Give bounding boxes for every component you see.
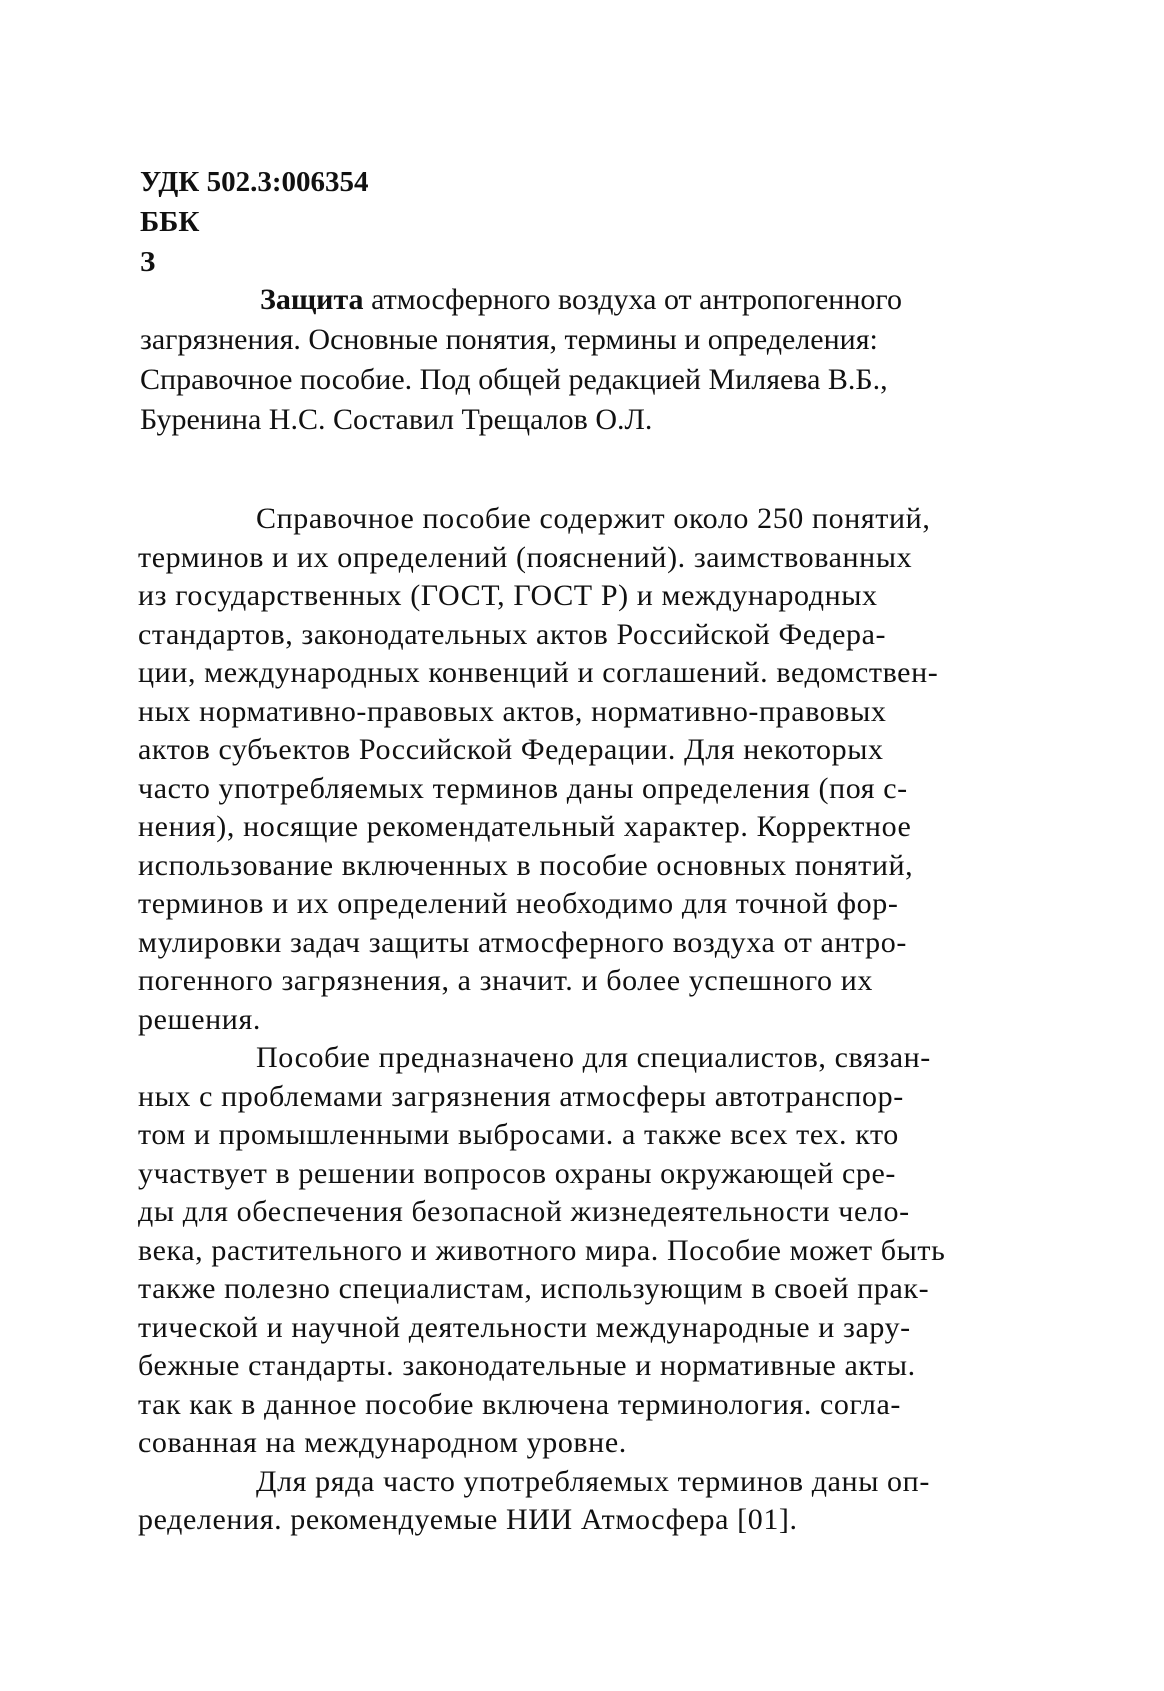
abstract-line: Справочное пособие содержит около 250 понятий, bbox=[256, 502, 931, 535]
biblio-title-word: Защита bbox=[260, 283, 364, 316]
abstract-line: бежные стандарты. законодательные и нормативные акты. bbox=[138, 1349, 916, 1382]
bbk-code: ББК bbox=[140, 206, 200, 238]
biblio-line: Справочное пособие. Под общей редакцией Миляева В.Б., bbox=[140, 363, 888, 396]
abstract-line: ных нормативно-правовых актов, нормативно-правовых bbox=[138, 694, 887, 728]
abstract-line: века, растительного и животного мира. Пособие может быть bbox=[138, 1233, 946, 1267]
biblio-line: Буренина Н.С. Составил Трещалов О.Л. bbox=[140, 403, 653, 436]
abstract-line: решения. bbox=[138, 1002, 261, 1036]
abstract-line: погенного загрязнения, а значит. и более успешного их bbox=[138, 964, 873, 997]
abstract-line: также полезно специалистам, использующим в своей прак- bbox=[138, 1272, 930, 1305]
abstract-line: участвует в решении вопросов охраны окружающей сре- bbox=[138, 1156, 897, 1190]
abstract-line: нения), носящие рекомендательный характер. Корректное bbox=[138, 810, 912, 843]
abstract-line: мулировки задач защиты атмосферного воздуха от антро- bbox=[138, 925, 907, 959]
abstract-line: ции, международных конвенций и соглашений. ведомствен- bbox=[138, 656, 939, 689]
abstract-line: актов субъектов Российской Федерации. Для некоторых bbox=[138, 733, 884, 766]
classification-codes bbox=[140, 162, 369, 282]
abstract-line: тической и научной деятельности международные и зару- bbox=[138, 1310, 911, 1344]
abstract-line: терминов и их определений (пояснений). заимствованных bbox=[138, 540, 913, 574]
abstract-line: стандартов, законодательных актов Российской Федера- bbox=[138, 617, 887, 651]
abstract-line: том и промышленными выбросами. а также всех тех. кто bbox=[138, 1118, 899, 1151]
udk-code: УДК 502.3:006354 bbox=[140, 166, 369, 198]
abstract-line: часто употребляемых терминов даны определения (поя с- bbox=[138, 771, 908, 805]
biblio-line: Защита атмосферного воздуха от антропогенного bbox=[260, 283, 902, 316]
abstract-line: ды для обеспечения безопасной жизнедеятельности чело- bbox=[138, 1195, 910, 1228]
biblio-line: загрязнения. Основные понятия, термины и определения: bbox=[140, 323, 878, 356]
abstract-line: ределения. рекомендуемые НИИ Атмосфера [01]. bbox=[138, 1503, 798, 1536]
abstract-line: сованная на международном уровне. bbox=[138, 1426, 627, 1459]
abstract-line: использование включенных в пособие основных понятий, bbox=[138, 848, 914, 882]
bibliographic-description bbox=[140, 280, 1060, 440]
abstract-line: Для ряда часто употребляемых терминов даны оп- bbox=[256, 1464, 930, 1498]
abstract-line: так как в данное пособие включена терминология. согла- bbox=[138, 1387, 901, 1421]
abstract-line: Пособие предназначено для специалистов, связан- bbox=[256, 1041, 931, 1074]
abstract-line: терминов и их определений необходимо для точной фор- bbox=[138, 887, 899, 920]
abstract-text bbox=[138, 500, 1063, 1540]
abstract-line: ных с проблемами загрязнения атмосферы автотранспор- bbox=[138, 1079, 904, 1113]
author-letter: З bbox=[140, 246, 156, 278]
abstract-line: из государственных (ГОСТ, ГОСТ Р) и международных bbox=[138, 579, 878, 612]
